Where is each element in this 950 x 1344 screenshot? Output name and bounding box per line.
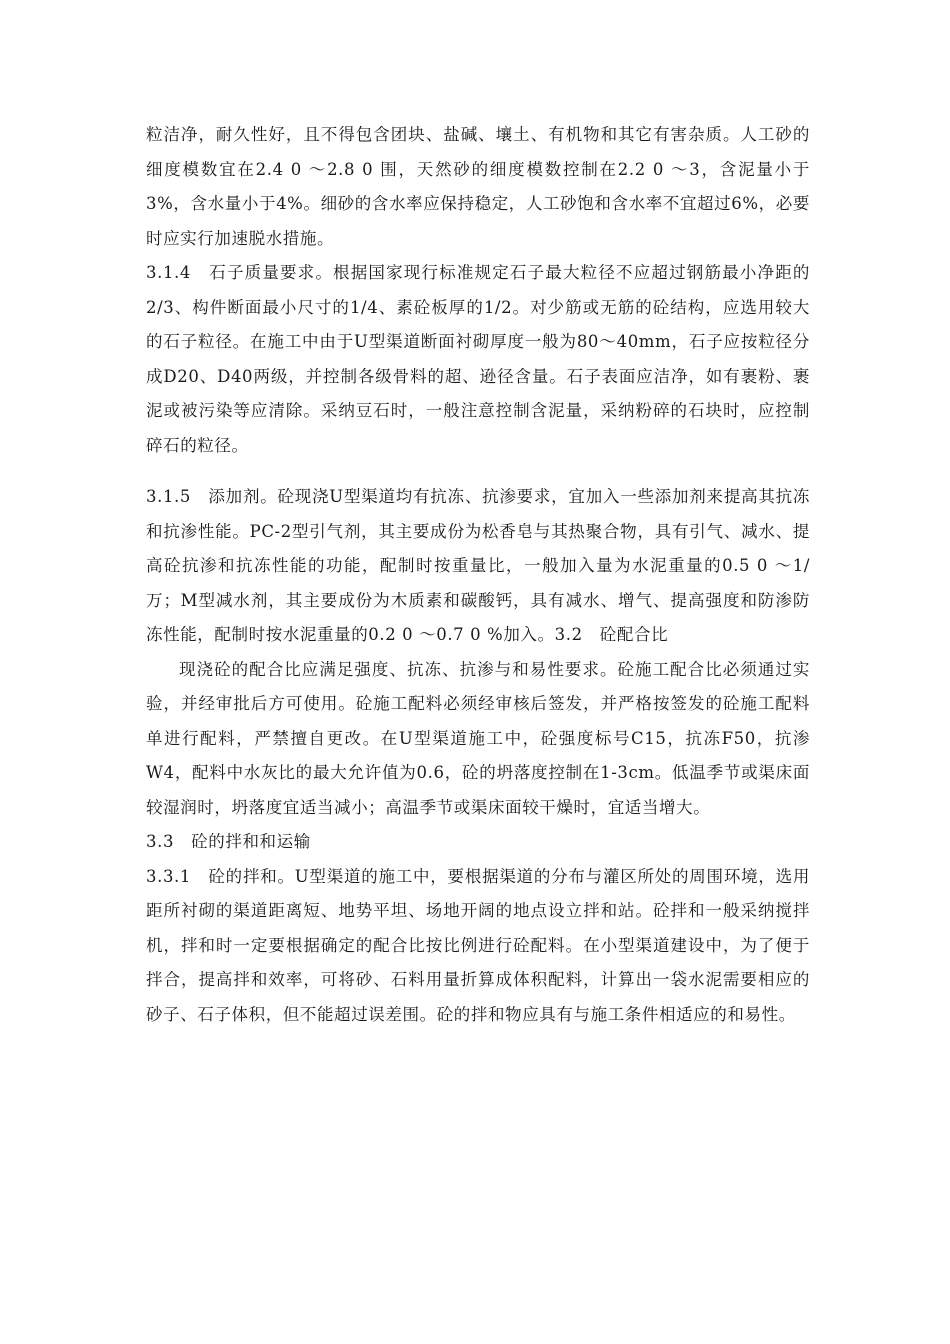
section-heading-mixing-transport: 3.3 砼的拌和和运输	[146, 832, 311, 851]
paragraph-stone-quality: 3.1.4 石子质量要求。根据国家现行标准规定石子最大粒径不应超过钢筋最小净距的2/3、构件断面最小尺寸的1/4、素砼板厚的1/2。对少筋或无筋的砼结构，应选用较大的石子粒径。在施工中由于U型渠道断面衬砌厚度一般为80～40mm，石子应按粒径分成D20、D40两级，并控制各级骨料的超、逊径含量。石子表面应洁净，如有裹粉、裹泥或被污染等应清除。采纳豆石时，一般注意控制含泥量，采纳粉碎的石块时，应控制碎石的粒径。	[146, 263, 810, 455]
document-body	[146, 118, 810, 1032]
paragraph-mix-ratio: 现浇砼的配合比应满足强度、抗冻、抗渗与和易性要求。砼施工配合比必须通过实验，并经审批后方可使用。砼施工配料必须经审核后签发，并严格按签发的砼施工配料单进行配料，严禁擅自更改。在U型渠道施工中，砼强度标号C15，抗冻F50，抗渗W4，配料中水灰比的最大允许值为0.6，砼的坍落度控制在1-3cm。低温季节或渠床面较湿润时，坍落度宜适当减小；高温季节或渠床面较干燥时，宜适当增大。	[146, 659, 810, 817]
paragraph-mixing: 3.3.1 砼的拌和。U型渠道的施工中，要根据渠道的分布与灌区所处的周围环境，选用距所衬砌的渠道距离短、地势平坦、场地开阔的地点设立拌和站。砼拌和一般采纳搅拌机，拌和时一定要根据确定的配合比按比例进行砼配料。在小型渠道建设中，为了便于拌合，提高拌和效率，可将砂、石料用量折算成体积配料，计算出一袋水泥需要相应的砂子、石子体积，但不能超过误差围。砼的拌和物应具有与施工条件相适应的和易性。	[146, 866, 810, 1024]
paragraph-sand-requirements: 粒洁净，耐久性好，且不得包含团块、盐碱、壤土、有机物和其它有害杂质。人工砂的细度模数宜在2.4 0 ～2.8 0 围，天然砂的细度模数控制在2.2 0 ～3，含泥量小于3%，含水量小于4%。细砂的含水率应保持稳定，人工砂饱和含水率不宜超过6%，必要时应实行加速脱水措施。	[146, 125, 810, 248]
paragraph-additives: 3.1.5 添加剂。砼现浇U型渠道均有抗冻、抗渗要求，宜加入一些添加剂来提高其抗冻和抗渗性能。PC-2型引气剂，其主要成份为松香皂与其热聚合物，具有引气、减水、提高砼抗渗和抗冻性能的功能，配制时按重量比，一般加入量为水泥重量的0.5 0 ～1/万；M型减水剂，其主要成份为木质素和碳酸钙，具有减水、增气、提高强度和防渗防冻性能，配制时按水泥重量的0.2 0 ～0.7 0 %加入。3.2 砼配合比	[146, 487, 810, 644]
